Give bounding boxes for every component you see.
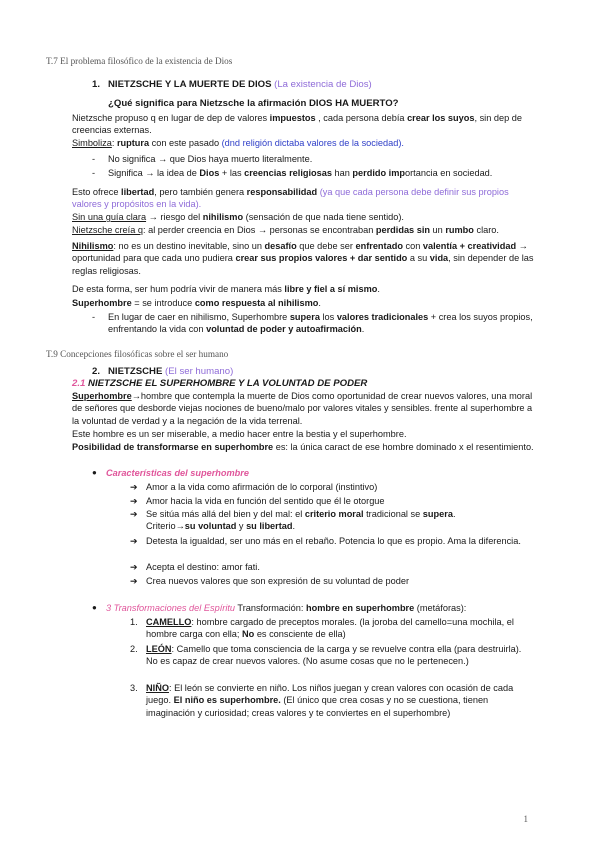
paragraph-simboliza [72, 137, 534, 149]
text: : no es un destino inevitable, sino un [113, 241, 265, 251]
text: Crea nuevos valores que son expresión de su voluntad de poder [146, 576, 410, 586]
subheading-title: NIETZSCHE EL SUPERHOMBRE Y LA VOLUNTAD DE PODER [88, 378, 368, 389]
text: es consciente de ella) [254, 629, 346, 640]
paragraph-sin-guia [72, 211, 534, 223]
paragraph-nietzsche-creia [72, 224, 534, 236]
paragraph-superhombre-def [72, 390, 534, 427]
text-bold: perdidas sin [375, 225, 430, 235]
bullet-caracteristicas [92, 467, 546, 479]
text-bold: Posibilidad de transformarse en superhombre [72, 442, 274, 452]
text: : El león se convierte en niño. Los niños juegan y crean valores con ocasión de cada juego. [146, 683, 514, 706]
text-bold-underlined: Superhombre [72, 391, 132, 401]
item-number: 1. [130, 617, 138, 627]
text-bold: rumbo [445, 225, 474, 235]
text-underlined: Sin una guía clara [72, 212, 147, 222]
item-number: 3. [130, 683, 138, 693]
text: Criterio→ [146, 521, 185, 532]
text-purple: (ya que cada persona debe definir sus propios valores y propósitos en la vida). [72, 187, 509, 210]
text: tradicional se [363, 509, 423, 519]
text: . [377, 284, 380, 294]
text: = se introduce [131, 298, 195, 308]
text-bold: enfrentado [355, 241, 403, 251]
text-bold: creencias religiosas [244, 168, 332, 178]
text: Transformación: [235, 603, 307, 613]
text: con este pasado [149, 138, 222, 148]
text-bold-underlined: LEÓN [146, 644, 172, 654]
arrow-icon: ➔ [130, 562, 138, 572]
arrow-icon: ➔ [130, 496, 138, 506]
text-blue: (dnd religión dictaba valores de la sociedad). [221, 138, 404, 148]
text: No significa → que Dios haya muerto literalmente. [108, 154, 313, 164]
bullet-label: Características del superhombre [106, 468, 249, 478]
text-underlined: Nietzsche creía q [72, 225, 143, 235]
subheading-superhombre-voluntad [72, 378, 367, 389]
arrow-item-5 [130, 561, 526, 573]
paragraph-superhombre-respuesta [72, 297, 534, 309]
text-bold: como respuesta al nihilismo [194, 298, 319, 308]
arrow-icon: ➔ [130, 482, 138, 492]
text-bold: No [242, 629, 255, 640]
text: claro. [473, 225, 499, 235]
text: , pero también genera [154, 187, 247, 197]
text-bold: crear sus propios valores + dar sentido [235, 253, 408, 264]
numbered-item-leon [130, 643, 526, 668]
text: los [319, 312, 337, 322]
text-bold: su voluntad [184, 521, 237, 532]
text-bold: crear los suyos [407, 113, 475, 123]
arrow-item-1 [130, 481, 526, 493]
heading-number: 1. [92, 79, 101, 90]
text: (sensación de que nada tiene sentido). [243, 212, 404, 222]
text: → oportunidad para que cada uno pudiera [72, 241, 528, 264]
text-bold: perdido imp [352, 168, 405, 178]
arrow-icon: ➔ [130, 576, 138, 586]
dash-bullet: - [92, 168, 96, 178]
text-bold: criterio moral [304, 509, 364, 519]
text: con [402, 241, 423, 251]
text: Acepta el destino: amor fati. [146, 562, 260, 572]
text-bold-underlined: NIÑO [146, 683, 169, 693]
text: (El único que crea cosas y no se cuestiona, tienen imaginación y curiosidad; creas valores y te conviertes en el superhombre) [146, 695, 489, 718]
heading-nietzsche-muerte-dios [92, 79, 372, 90]
page-number: 1 [523, 814, 528, 824]
text: , cada persona debía [315, 113, 408, 123]
text: : hombre cargado de preceptos morales. (la joroba del camello=una mochila, el hombre carga con ella; [146, 617, 514, 640]
paragraph-libertad [72, 186, 534, 211]
paragraph-valores [72, 112, 534, 137]
text-bold: libertad [121, 187, 155, 197]
text: Se sitúa más allá del bien y del mal: el [146, 509, 305, 519]
text-bold: supera [422, 509, 453, 519]
bullet-transformaciones [92, 602, 546, 614]
text: Amor hacia la vida en función del sentido que él le otorgue [146, 496, 385, 506]
arrow-item-3 [130, 508, 526, 533]
text-bold: vida [429, 253, 449, 264]
dash-bullet: - [92, 312, 96, 322]
text-bold-underlined: Nihilismo [72, 241, 114, 251]
text: . [361, 324, 365, 335]
text: que debe ser [296, 241, 356, 251]
text: , sin depender de las reglas religiosas. [72, 253, 534, 276]
dash-item-no-significa [92, 153, 538, 165]
text-bold: valores tradicionales [336, 312, 429, 322]
paragraph-posibilidad [72, 441, 534, 453]
heading-number: 2. [92, 366, 101, 377]
heading-title: NIETZSCHE [108, 366, 163, 377]
text-bold: Dios [199, 168, 220, 178]
text: Esto ofrece [72, 187, 122, 197]
heading-nietzsche [92, 366, 233, 377]
arrow-item-4 [130, 535, 526, 547]
text-bold: El niño es superhombre. [173, 695, 281, 706]
text: han [331, 168, 353, 178]
item-number: 2. [130, 644, 138, 654]
text: (metáforas): [414, 603, 467, 613]
text-bold: responsabilidad [246, 187, 318, 197]
text-bold: Superhombre [72, 298, 132, 308]
text-underlined: Simboliza [72, 138, 112, 148]
text: , sin dep de creencias externas. [72, 113, 522, 136]
text-bold: libre y fiel a sí mismo [284, 284, 378, 294]
section-header-t9: T.9 Concepciones filosóficas sobre el ser humano [46, 349, 229, 359]
text: un [430, 225, 446, 235]
paragraph-hombre-miserable: Este hombre es un ser miserable, a medio hacer entre la bestia y el superhombre. [72, 429, 407, 439]
text: En lugar de caer en nihilismo, Superhombre [108, 312, 290, 322]
arrow-icon: ➔ [130, 509, 138, 519]
text: es: la única caract de ese hombre dominado x el resentimiento. [273, 442, 534, 452]
text: De esta forma, ser hum podría vivir de manera más [72, 284, 285, 294]
text: . [452, 509, 456, 519]
text-bold-underlined: CAMELLO [146, 617, 192, 627]
heading-tag: (El ser humano) [165, 366, 234, 377]
dash-bullet: - [92, 154, 96, 164]
arrow-item-2 [130, 495, 526, 507]
bullet-label: 3 Transformaciones del Espíritu [106, 603, 236, 613]
text: a su [407, 253, 430, 264]
text-bold: hombre en superhombre [306, 603, 415, 613]
heading-tag: (La existencia de Dios) [274, 79, 372, 90]
text: Detesta la igualdad, ser uno más en el rebaño. Potencia lo que es propio. Ama la diferencia. [146, 536, 521, 546]
text-bold: ruptura [116, 138, 150, 148]
text: Nietzsche propuso q en lugar de dep de valores [72, 113, 270, 123]
text: y [236, 521, 247, 532]
text-bold: voluntad de poder y autoafirmación [206, 324, 362, 335]
text: Amor a la vida como afirmación de lo corporal (instintivo) [146, 482, 378, 492]
arrow-icon: ➔ [130, 536, 138, 546]
text: →hombre que contempla la muerte de Dios como oportunidad de crear nuevos valores, una moral de señores que desborde viejas nociones de bueno/malo por valores vitales y sensibles. frente al superhombre a la voluntad de verdad y a la negación de la vida terrenal. [72, 391, 533, 426]
text: Significa → la idea de [108, 168, 200, 178]
paragraph-libre [72, 283, 534, 295]
text-bold: su libertad [246, 521, 293, 532]
text: : al perder creencia en Dios → personas se encontraban [142, 225, 376, 235]
text: → riesgo del [146, 212, 203, 222]
text-bold: supera [289, 312, 320, 322]
subheading-number: 2.1 [72, 378, 86, 389]
dash-item-supera [92, 311, 538, 336]
text-bold: nihilismo [202, 212, 244, 222]
text-bold: valentía + creatividad [422, 241, 517, 251]
text: . [318, 298, 321, 308]
text: : [111, 138, 117, 148]
text-bold: impuestos [269, 113, 316, 123]
bullet-dot: ● [92, 468, 97, 477]
section-header-t7: T.7 El problema filosófico de la existencia de Dios [46, 56, 233, 66]
text: + crea los suyos propios, enfrentando la vida con [108, 312, 533, 335]
numbered-item-camello [130, 616, 526, 641]
text: . [292, 521, 296, 532]
text-bold: desafío [264, 241, 297, 251]
text: : Camello que toma consciencia de la carga y se revuelve contra ella (para destruirla). No es capaz de crear nuevos valores. (No asume cosas que no le pertenecen.) [146, 644, 522, 667]
text: ortancia en sociedad. [405, 168, 493, 178]
text: + las [219, 168, 245, 178]
dash-item-significa [92, 167, 538, 179]
bullet-dot: ● [92, 603, 97, 612]
question-heading: ¿Qué significa para Nietzsche la afirmación DIOS HA MUERTO? [108, 98, 399, 109]
paragraph-nihilismo [72, 240, 534, 277]
numbered-item-nino [130, 682, 526, 719]
heading-title: NIETZSCHE Y LA MUERTE DE DIOS [108, 79, 272, 90]
arrow-item-6 [130, 575, 526, 587]
